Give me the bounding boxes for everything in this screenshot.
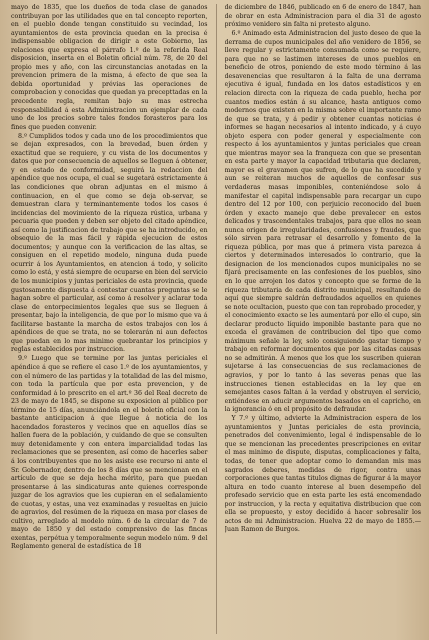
column-divider (216, 4, 217, 634)
right-paragraph-3: Y 7.º y último, advierte la Administracion espera de los ayuntamientos y Juntas periciales de esta provincia, penetrados del convenimiento, legal é indispensable de lo que se mencionan las precedentes prescripciones en evitar el mas minimo de dispute, disputas, complicaciones y falta, todas, de tener que adoptar como lo demandan mis mas sagrados deberes, medidas de rigor, contra unas corporaciones que tantas titulos dignas de figurar á la mayor altura en todo cuanto interese al buen desempeño del profesado servicio que en esta parte les está encomendado por instruccion, y la recta y equitativa distribucion que con ella se propuesto, y estoy decidido á hacer sobresalir los actos de mi Administracion. Huelva 22 de mayo de 1855.—Juan Ramon de Burgos. (224, 415, 421, 534)
left-paragraph-2: 8.º Cumplidos todos y cada uno de los procedimientos que se dejan expresados, con la brevedad, buen órden y exactitud que se requiere, y cu vista de los documentos y datos que por consecuencia de aquellos se lleguen á obtener, y en estado de conformidad, seguirá la redaccion del apéndice que nos ocupa, el cual se sugetará estrictamente á las condiciones que obran adjuntas en el mismo á continuacion, en el que como se deja ob-servar, se demuestran clara y terminantemente todos los casos é incidencias del movimiento de la riqueza rústica, urbana y pecuaria que pueden y deben ser objeto del citado apéndice, así como la justificacion de trabajo que se ha introducido, en obsequio de la mas fácil y rápida ejecucion de estos documentos; y aunque con la verificacion de las altas, se consiguen en el repetido modelo, ninguna duda puede ocurrir á los Ayuntamientos, en atencion á todo, y solicito como lo está, y está siempre de ocuparse en bien del servicio de los municipios y juntas periciales de esta provincia, quede gustosamente dispuesta á contestar cuantas preguntas se le hagan sobre el particular, así como á resolver y aclarar toda clase de entorpecimientos legales que sus se lleguen á presentar, bajo la inteligencia, de que por lo mismo que va á facilitarse bastante la marcha de estos trabajos con los á apéndices de que se trata, no se tolerarán ni aun defectos que puedan en lo mas minimo quebrantar los principios y reglas establecidos por instruccion. (11, 132, 208, 354)
right-paragraph-2: 6.º Animado esta Administracion del justo deseo de que la derrama de cupos municipales del año venidero de 1856, se lleve regular y estrictamente consumada como se requiere, para que no se lastimen intereses de unos pueblos en beneficio de otros, poniendo de este modo término á las desavenencias que resultaron á la falta de una derrama ejecutiva é igual, fundada en los datos estadísticos y en relacion directa con la riqueza de cada pueblo, hecha por cuantos medios están á su alcance, hasta antiguos como modernos que existen en la misma sobre el importante ramo de que se trata, y á pedir y obtener cuantas noticias é informes se hagan necesarios al intento indicado, y á cuyo objeto espera con poder general y especialmente con respecto á los ayuntamientos y juntas periciales que crean que mientras mayor sea la franqueza con que se presentan en esta parte y mayor la capacidad tributaria que declaren, mayor es el gravamen que sufren, de lo que ha sucedido y aun se reiteran muchos de aquellos de confesar sus verdaderas masas imponibles, conteniéndose solo á manifestar el capital indispensable para recargar un cupo dentro del 12 por 100, con perjuicio reconocido del buen órden y exacto manejo que debe prevalecer en estos delicados y trascendentales trabajos, para que ellos no sean nunca origen de irregularidades, confusiones y fraudes, que sólo sirven para retrasar el desarrollo y fomento de la riqueza pública, por mas que á primera vista parezca á ciertos y determinados interesados lo contrario, que la designacion de los mencionados cupos municipales no se fijará precisamente en las confesiones de los pueblos, sino en lo que arrojen los datos y concepto que se forme de la riqueza tributaria de cada distrito municipal, resultando de aquí que siempre saldrán defraudados aquellos en quienes se note ocultacion, puesto que con tan reprobado proceder, y el conocimiento exacto se les aumentará por ello el cupo, sin declarar producto líquido imponible bastante para que no exceda el gravámen de contribucion del tipo que como máximum señale la ley, solo consiguiendo gastar tiempo y trabajo en reformar documentos que por las citadas causas no se admitirán. Á menos que los que los suscriben quieran sujetarse á las consecuencias de sus reclamaciones de agravios, y por lo tanto á las severas penas que las instrucciones tienen establecidas en la ley que en semejantes casos faltan á la verdad y obstruyen el servicio, entiéndese en aducir argumentos basados en el capricho, en la ignorancia ó en el propósito de defraudar. (224, 30, 421, 414)
right-paragraph-1: de diciembre de 1846, publicado en 6 de enero de 1847, han de obrar en esta Administracion para el dia 31 de agosto próximo venidero sin falta ni pretesto alguno. (224, 4, 421, 29)
left-paragraph-1: mayo de 1835, que los dueños de toda clase de ganados contribuyan por las utilidades que en tal concepto reporten, en el pueblo donde tengan constituido su vecindad, los ayuntamientos de esta provincia quedan en la precisa é indispensable obligacion de dirigir a este Gobierno, las relaciones que expresa el párrafo 1.º de la referida Real disposicion, inserta en el Boletin oficial núm. 78, de 20 del propio mes y año, con las circunstancias anotadas en la prevencion primera de la misma, á efecto de que sea la debida oportunidad y prévias las operaciones de comprobacion y conocidas que quedan ya precepttadas en la precedente regla, remitan bajo su mas estrecha responsabilidad á esta Administracion un ejemplar de cada uno de los precios sobre tales fondos forasteros para los fines que pueden convenir. (11, 4, 208, 131)
text-columns (11, 4, 421, 634)
left-column (11, 4, 208, 634)
right-column (225, 4, 422, 634)
left-paragraph-3: 9.º Luego que se termine por las juntas periciales el apéndice á que se refiere el caso 1.º de los ayuntamientos, y con el número de las partidas y la totalidad de las del mismo, con toda la partícula que por esta prevencion, y de conformidad á lo prescrito en el art.º 36 del Real decreto de 23 de mayo de 1845, se dispone su exposicion al público por término de 15 días, anunciándola en el boletín oficial con la bastante anticipacion á que llegue á noticia de los hacendados forasteros y vecinos que en aquellos días se hallen fuera de la población, y cuidando de que se consulten muy detenidamente y con entera imparcialidad todas las reclamaciones que se presenten, así como de hacerles saber á los contribuyentes que no les asiste ese recurso ni ante el Sr. Gobernador, dentro de los 8 días que se mencionan en el artículo de que se deja hecha mérito, para que puedan presentarse á las sindicaturas ante quienes corresponde juzgar de los agravios que les cupieran en el señalamiento de cuotas, y estas, una vez examinadas y resueltas en juicio de agravios, del resúmen de la riqueza en masa por clases de cultivo, arreglado al modelo núm. 6 de la circular de 7 de mayo de 1850 y del estado comprensivo de las fincas exentas, perpétua y temporalmente segun modelo núm. 9 del Reglamento general de estadística de 18 (11, 355, 208, 551)
